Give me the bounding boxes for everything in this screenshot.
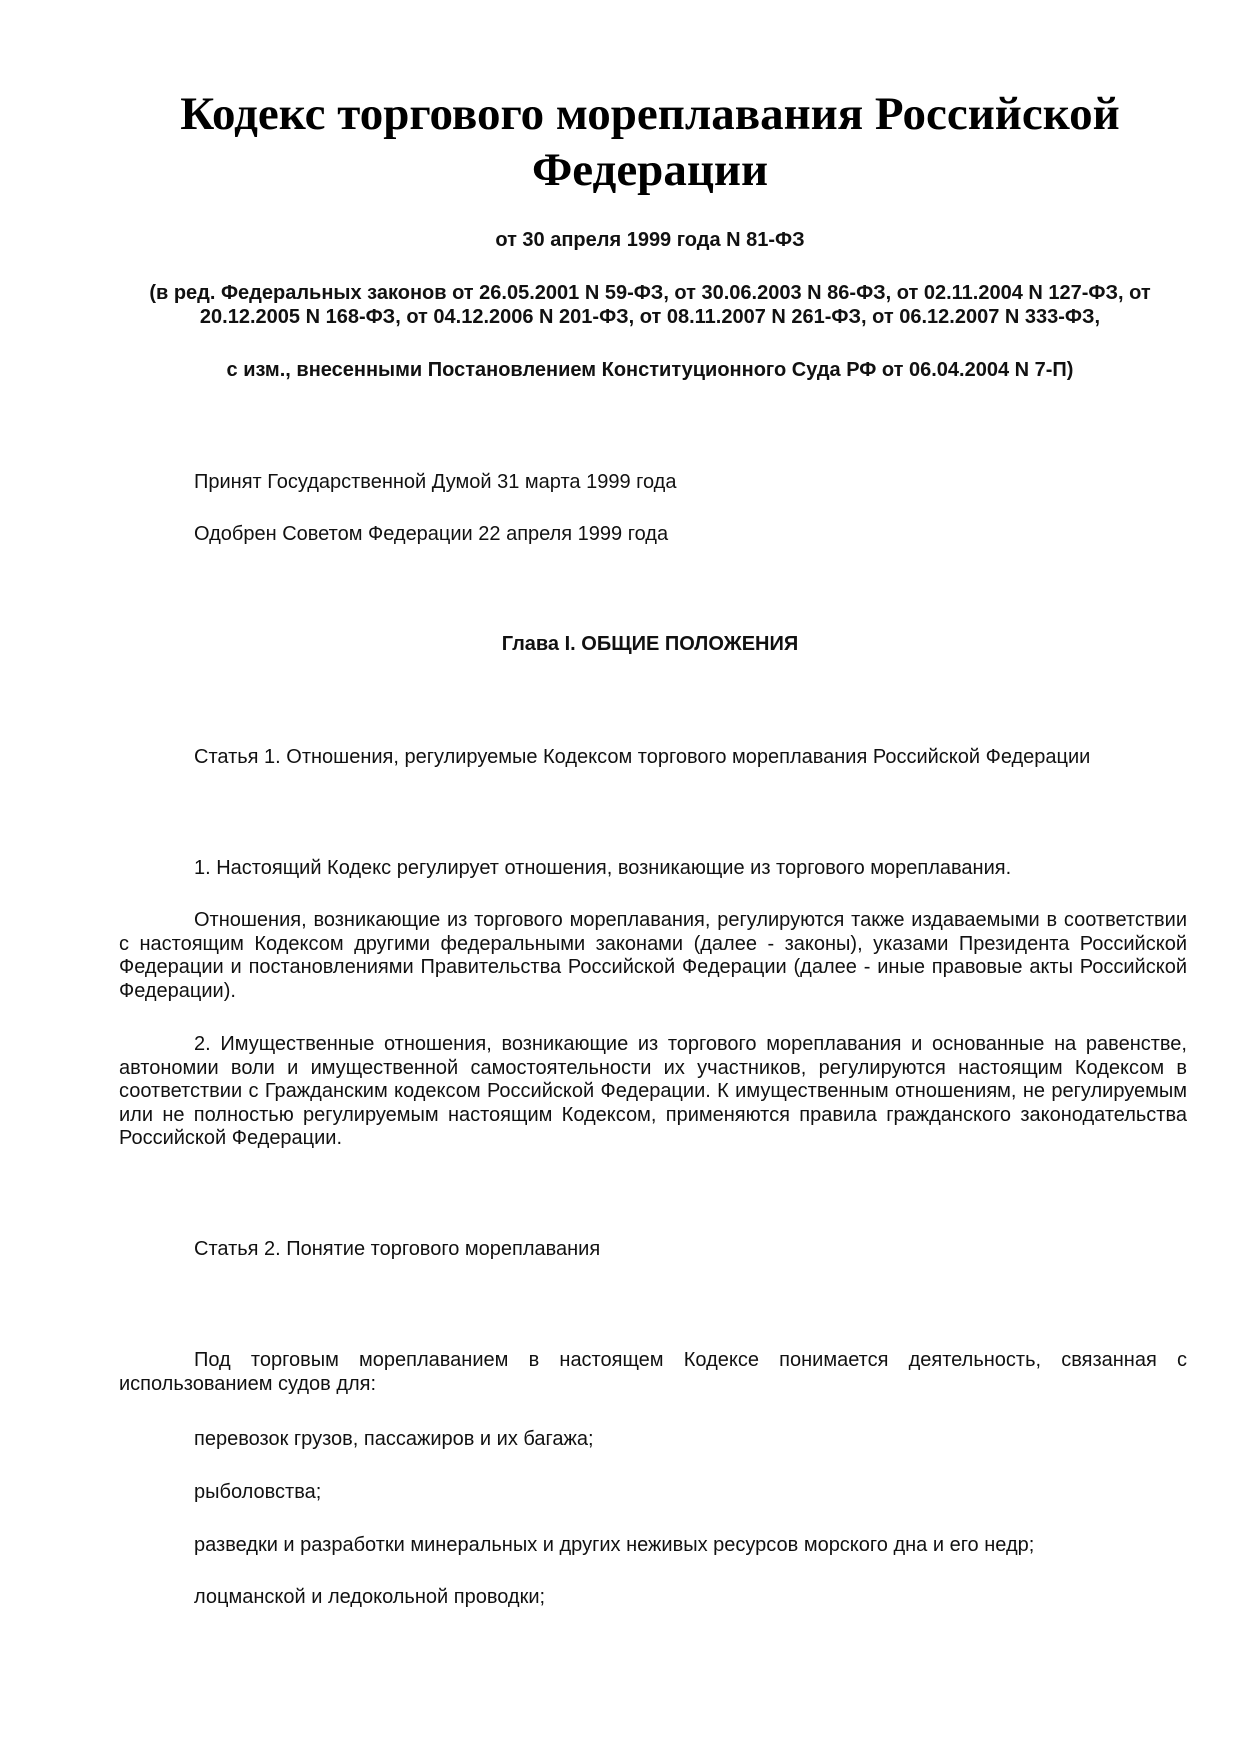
article1-paragraph-3: 2. Имущественные отношения, возникающие из торгового мореплавания и основанные на равенстве, автономии воли и имущественной самостоятельности их участников, регулируются настоящим Кодексом в соответствии с Гражданским кодексом Российской Федерации. К имущественным отношениям, не регулируемым или не полностью регулируемым настоящим Кодексом, применяются правила гражданского законодательства Российской Федерации. <box>119 1033 1187 1150</box>
amendments-note: (в ред. Федеральных законов от 26.05.2001 N 59-ФЗ, от 30.06.2003 N 86-ФЗ, от 02.11.2004 N 127-ФЗ, от 20.12.2005 N 168-ФЗ, от 04.12.2006 N 201-ФЗ, от 08.11.2007 N 261-ФЗ, от 06.12.2007 N 333-ФЗ, <box>149 282 1151 328</box>
list-item: рыболовства; <box>194 1481 322 1503</box>
list-item: перевозок грузов, пассажиров и их багажа; <box>194 1428 594 1450</box>
document-title: Кодекс торгового мореплавания Российской Федерации <box>180 88 1120 196</box>
chapter-heading: Глава I. ОБЩИЕ ПОЛОЖЕНИЯ <box>501 633 799 655</box>
court-changes-note: с изм., внесенными Постановлением Конституционного Суда РФ от 06.04.2004 N 7-П) <box>226 359 1074 381</box>
list-item: лоцманской и ледокольной проводки; <box>194 1586 546 1608</box>
law-date-line: от 30 апреля 1999 года N 81-ФЗ <box>495 229 805 251</box>
article2-paragraph-1: Под торговым мореплаванием в настоящем Кодексе понимается деятельность, связанная с использованием судов для: <box>119 1349 1187 1395</box>
adopted-line: Принят Государственной Думой 31 марта 1999 года <box>194 471 677 493</box>
approved-line: Одобрен Советом Федерации 22 апреля 1999 года <box>194 523 669 545</box>
article2-heading: Статья 2. Понятие торгового мореплавания <box>194 1238 601 1260</box>
list-item: разведки и разработки минеральных и других неживых ресурсов морского дна и его недр; <box>194 1534 1035 1556</box>
article1-paragraph-2: Отношения, возникающие из торгового мореплавания, регулируются также издаваемыми в соответствии с настоящим Кодексом другими федеральными законами (далее - законы), указами Президента Российской Федерации и постановлениями Правительства Российской Федерации (далее - иные правовые акты Российской Федерации). <box>119 909 1187 1002</box>
article1-heading: Статья 1. Отношения, регулируемые Кодексом торгового мореплавания Российской Федерации <box>194 746 1091 768</box>
article1-paragraph-1: 1. Настоящий Кодекс регулирует отношения, возникающие из торгового мореплавания. <box>194 857 1012 879</box>
